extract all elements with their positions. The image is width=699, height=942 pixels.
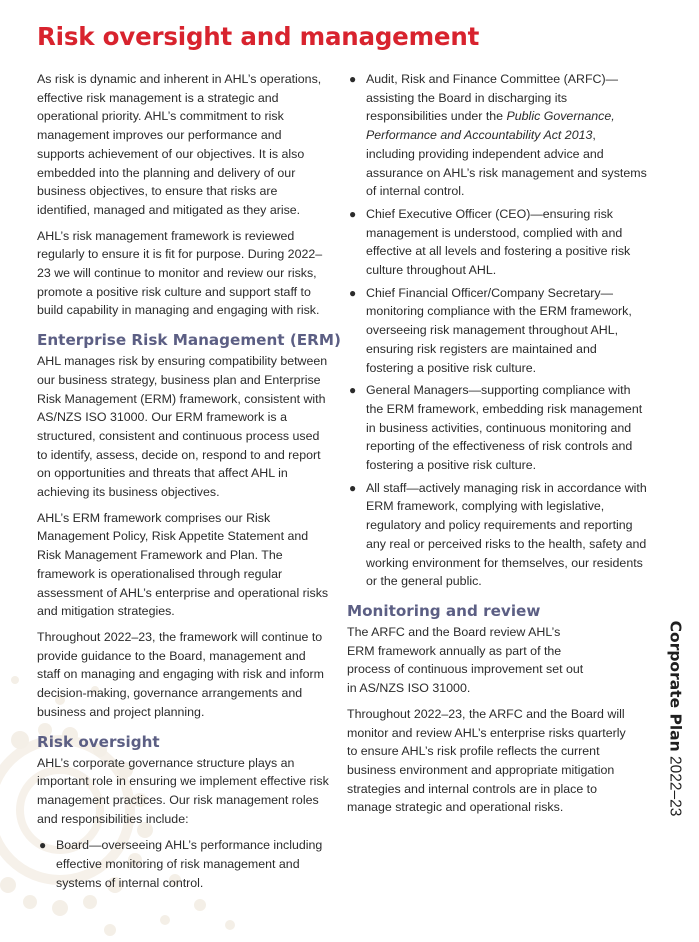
list-item (347, 205, 647, 280)
list-item-text: , including providing independent advice and assurance on AHL’s risk management and systems of internal control. (366, 128, 647, 199)
bullet-icon: ● (349, 72, 357, 86)
list-item (347, 479, 647, 591)
side-label (658, 620, 692, 817)
bullet-icon: ● (349, 480, 357, 495)
side-label-title: Corporate Plan (666, 620, 685, 752)
left-column (37, 70, 341, 896)
list-item-text: Chief Executive Officer (CEO)—ensuring risk management is understood, complied with and effective at all levels and fostering a positive risk culture throughout AHL. (366, 206, 631, 278)
right-column (347, 70, 647, 824)
list-item-text: Chief Financial Officer/Company Secretary—monitoring compliance with the ERM framework, overseeing risk management throughout AHL, ensuring risk registers are maintained and fostering a positive risk culture. (366, 285, 632, 375)
list-item (347, 284, 647, 378)
list-item (347, 70, 647, 201)
risk-oversight-paragraph: AHL’s corporate governance structure plays an important role in ensuring we implement effective risk management practices. Our risk management roles and responsibilities include: (37, 755, 329, 826)
erm-paragraph-3: Throughout 2022–23, the framework will continue to provide guidance to the Board, management and staff on managing and engaging with risk and inform decision-making, governance arrangements and business and project planning. (37, 629, 324, 719)
list-item-text: Board—overseeing AHL’s performance including effective monitoring of risk management and systems of internal control. (56, 838, 323, 890)
list-item (37, 836, 332, 892)
list-item-text: General Managers—supporting compliance with the ERM framework, embedding risk management in business activities, continuous monitoring and reporting of the effectiveness of risk controls and fostering a positive risk culture. (366, 383, 643, 473)
erm-paragraph-2: AHL’s ERM framework comprises our Risk Management Policy, Risk Appetite Statement and Risk Management Framework and Plan. The framework is operationalised through regular assessment of AHL’s enterprise and operational risks and mitigation strategies. (37, 510, 329, 619)
roles-list-part-1 (37, 836, 332, 892)
page-title: Risk oversight and management (37, 22, 480, 51)
bullet-icon: ● (349, 206, 357, 221)
risk-oversight-heading: Risk oversight (37, 732, 160, 751)
erm-heading: Enterprise Risk Management (ERM) (37, 331, 341, 350)
monitoring-heading: Monitoring and review (347, 601, 541, 620)
roles-list-part-2 (347, 70, 647, 591)
erm-paragraph-1: AHL manages risk by ensuring compatibility between our business strategy, business plan and Enterprise Risk Management (ERM) framework, consistent with AS/NZS ISO 31000. Our ERM framework is a structured, consistent and continuous process used to identify, assess, decide on, respond to and report on opportunities and threats that affect AHL in achieving its business objectives. (37, 354, 328, 500)
bullet-icon: ● (39, 838, 47, 853)
list-item-text: All staff—actively managing risk in accordance with ERM framework, complying with legislative, regulatory and policy requirements and reporting any real or perceived risks to the health, safety and working environment for themselves, our residents or the general public. (366, 480, 647, 589)
monitoring-paragraph-1: The ARFC and the Board review AHL’s ERM framework annually as part of the process of continuous improvement set out in AS/NZS ISO 31000. (347, 624, 584, 696)
act-title: Public Governance, Performance and Accountability Act 2013 (366, 109, 615, 143)
side-label-year: 2022–23 (666, 755, 684, 817)
bullet-icon: ● (349, 285, 357, 300)
list-item (347, 381, 647, 475)
monitoring-paragraph-2: Throughout 2022–23, the ARFC and the Board will monitor and review AHL’s enterprise risks quarterly to ensure AHL’s risk profile reflects the current business environment and appropriate mitigation strategies and internal controls are in place to manage strategic and operational risks. (347, 706, 626, 815)
bullet-icon: ● (349, 383, 357, 398)
list-item-text: Audit, Risk and Finance Committee (ARFC)—assisting the Board in discharging its responsibilities under the (366, 72, 619, 124)
intro-paragraph-1: As risk is dynamic and inherent in AHL’s operations, effective risk management is a strategic and operational priority. AHL’s commitment to risk management improves our performance and supports achievement of our objectives. It is also embedded into the planning and delivery of our business objectives, to ensure that risks are identified, managed and mitigated as they arise. (37, 72, 322, 217)
intro-paragraph-2: AHL’s risk management framework is reviewed regularly to ensure it is fit for purpose. During 2022–23 we will continue to monitor and review our risks, promote a positive risk culture and support staff to build capability in managing and engaging with risk. (37, 228, 323, 318)
